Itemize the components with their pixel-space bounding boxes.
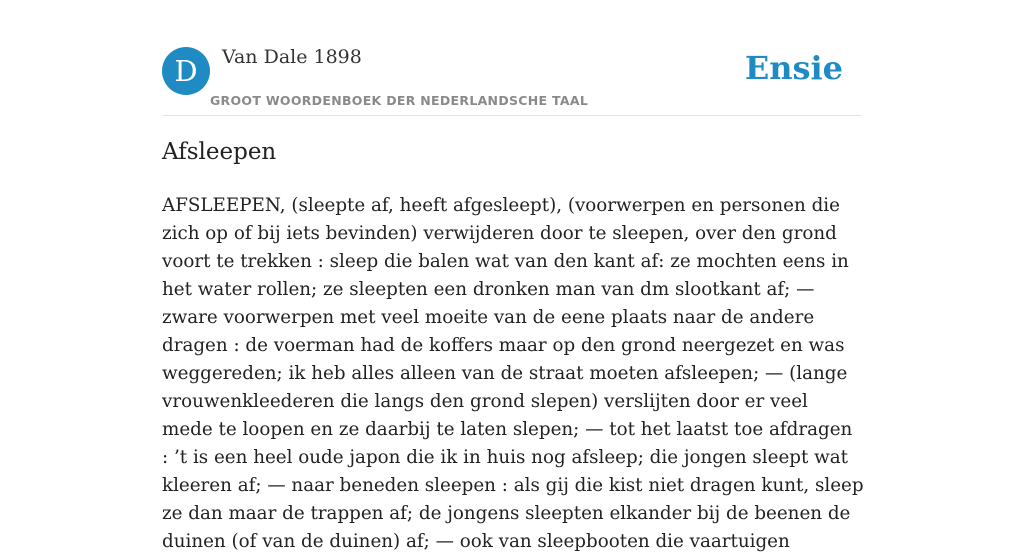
dictionary-title-link[interactable]: Van Dale 1898 [222,46,362,68]
entry-definition: AFSLEEPEN, (sleepte af, heeft afgesleept), (voorwerpen en personen die zich op of bij iets bevinden) verwijderen door te sleepen, over den grond voort te trekken : sleep die balen wat van den kant af: ze mochten eens in het water rollen; ze sleepten een dronken man van dm slootkant af; — zware voorwerpen met veel moeite van de eene plaats naar de andere dragen : de voerman had de koffers maar op den grond neergezet en was weggereden; ik heb alles alleen van de straat moeten afsleepen; — (lange vrouwenkleederen die langs den grond slepen) verslijten door er veel mede te loopen en ze daarbij te laten slepen; — tot het laatst toe afdragen : ’t is een heel oude japon die ik in huis nog afsleep; die jongen sleept wat kleeren af; — naar beneden sleepen : als gij die kist niet dragen kunt, sleep ze dan maar de trappen af; de jongens sleepten elkander bij de beenen de duinen (of van de duinen) af; — ook van sleepbooten die vaartuigen [162,195,864,552]
ensie-brand-logo[interactable]: Ensie [744,49,843,87]
dictionary-logo-icon[interactable]: D [162,47,210,95]
dictionary-subtitle: GROOT WOORDENBOEK DER NEDERLANDSCHE TAAL [210,93,589,108]
dictionary-header [162,0,862,116]
entry-title: Afsleepen [162,139,277,165]
page [162,0,864,552]
